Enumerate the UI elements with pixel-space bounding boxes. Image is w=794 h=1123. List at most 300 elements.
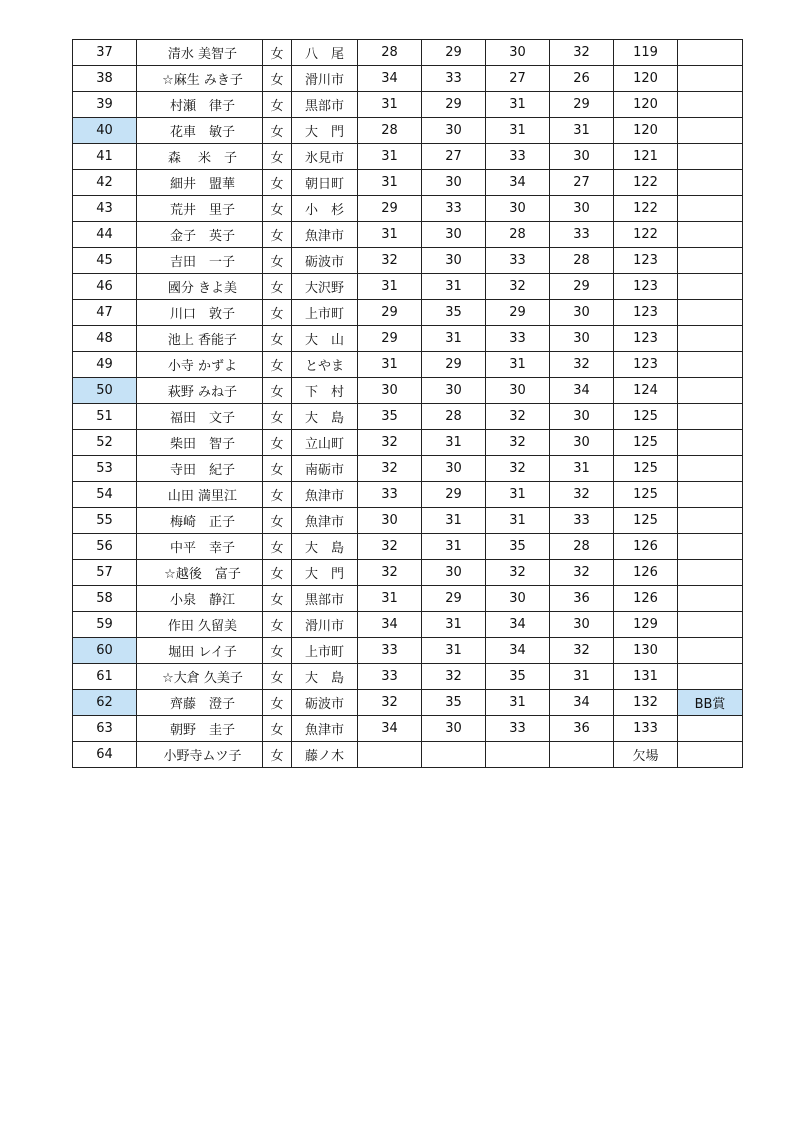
name-cell: 小寺 かずよ (137, 352, 263, 378)
name-cell: 細井 盟華 (137, 170, 263, 196)
round1-score-cell: 31 (358, 274, 422, 300)
round1-score-cell: 31 (358, 170, 422, 196)
round1-score-cell: 33 (358, 664, 422, 690)
round2-score-cell: 30 (422, 222, 486, 248)
gender-cell: 女 (263, 612, 292, 638)
total-score-cell: 131 (614, 664, 678, 690)
note-cell (678, 222, 743, 248)
round1-score-cell: 32 (358, 430, 422, 456)
gender-cell: 女 (263, 456, 292, 482)
round2-score-cell: 31 (422, 430, 486, 456)
total-score-cell: 125 (614, 482, 678, 508)
town-cell: とやま (292, 352, 358, 378)
total-score-cell: 123 (614, 300, 678, 326)
total-score-cell: 124 (614, 378, 678, 404)
town-cell: 魚津市 (292, 482, 358, 508)
round4-score-cell: 30 (550, 326, 614, 352)
note-cell (678, 66, 743, 92)
rank-cell: 58 (73, 586, 137, 612)
town-cell: 藤ノ木 (292, 742, 358, 768)
note-cell (678, 40, 743, 66)
town-cell: 砺波市 (292, 248, 358, 274)
round2-score-cell: 31 (422, 274, 486, 300)
total-score-cell: 130 (614, 638, 678, 664)
round3-score-cell: 30 (486, 196, 550, 222)
round1-score-cell: 35 (358, 404, 422, 430)
gender-cell: 女 (263, 196, 292, 222)
round1-score-cell: 30 (358, 378, 422, 404)
name-cell: 堀田 レイ子 (137, 638, 263, 664)
table-row (73, 586, 743, 612)
name-cell: 川口 敦子 (137, 300, 263, 326)
town-cell: 大 島 (292, 404, 358, 430)
table-row (73, 638, 743, 664)
round4-score-cell: 36 (550, 586, 614, 612)
name-cell: ☆大倉 久美子 (137, 664, 263, 690)
round3-score-cell (486, 742, 550, 768)
gender-cell: 女 (263, 40, 292, 66)
rank-cell: 45 (73, 248, 137, 274)
total-score-cell: 123 (614, 352, 678, 378)
round1-score-cell: 32 (358, 456, 422, 482)
town-cell: 滑川市 (292, 612, 358, 638)
round2-score-cell: 29 (422, 40, 486, 66)
note-cell (678, 560, 743, 586)
gender-cell: 女 (263, 638, 292, 664)
rank-cell: 60 (73, 638, 137, 664)
table-row (73, 40, 743, 66)
gender-cell: 女 (263, 404, 292, 430)
rank-cell: 54 (73, 482, 137, 508)
round4-score-cell: 32 (550, 638, 614, 664)
round4-score-cell (550, 742, 614, 768)
round3-score-cell: 33 (486, 326, 550, 352)
round3-score-cell: 32 (486, 430, 550, 456)
total-score-cell: 126 (614, 586, 678, 612)
round2-score-cell: 29 (422, 586, 486, 612)
round1-score-cell: 30 (358, 508, 422, 534)
round3-score-cell: 30 (486, 378, 550, 404)
name-cell: 中平 幸子 (137, 534, 263, 560)
gender-cell: 女 (263, 352, 292, 378)
round1-score-cell: 31 (358, 352, 422, 378)
name-cell: 朝野 圭子 (137, 716, 263, 742)
round3-score-cell: 30 (486, 40, 550, 66)
table-row (73, 560, 743, 586)
gender-cell: 女 (263, 430, 292, 456)
gender-cell: 女 (263, 66, 292, 92)
table-row (73, 690, 743, 716)
round4-score-cell: 29 (550, 274, 614, 300)
gender-cell: 女 (263, 144, 292, 170)
gender-cell: 女 (263, 170, 292, 196)
note-cell (678, 274, 743, 300)
name-cell: 花車 敏子 (137, 118, 263, 144)
note-cell (678, 716, 743, 742)
rank-cell: 38 (73, 66, 137, 92)
table-row (73, 144, 743, 170)
table-row (73, 664, 743, 690)
name-cell: 梅崎 正子 (137, 508, 263, 534)
name-cell: 小泉 静江 (137, 586, 263, 612)
town-cell: 南砺市 (292, 456, 358, 482)
gender-cell: 女 (263, 300, 292, 326)
round2-score-cell: 31 (422, 612, 486, 638)
round3-score-cell: 32 (486, 456, 550, 482)
town-cell: 氷見市 (292, 144, 358, 170)
name-cell: 村瀬 律子 (137, 92, 263, 118)
name-cell: 池上 香能子 (137, 326, 263, 352)
round1-score-cell: 28 (358, 40, 422, 66)
town-cell: 大 門 (292, 118, 358, 144)
total-score-cell: 120 (614, 66, 678, 92)
round2-score-cell: 31 (422, 326, 486, 352)
rank-cell: 52 (73, 430, 137, 456)
round2-score-cell: 29 (422, 352, 486, 378)
round2-score-cell: 35 (422, 690, 486, 716)
name-cell: ☆麻生 みき子 (137, 66, 263, 92)
gender-cell: 女 (263, 378, 292, 404)
town-cell: 魚津市 (292, 222, 358, 248)
rank-cell: 44 (73, 222, 137, 248)
town-cell: 大 山 (292, 326, 358, 352)
town-cell: 上市町 (292, 300, 358, 326)
total-score-cell: 120 (614, 118, 678, 144)
round2-score-cell: 30 (422, 716, 486, 742)
round1-score-cell (358, 742, 422, 768)
note-cell (678, 456, 743, 482)
table-row (73, 482, 743, 508)
rank-cell: 59 (73, 612, 137, 638)
total-score-cell: 126 (614, 560, 678, 586)
table-row (73, 508, 743, 534)
town-cell: 八 尾 (292, 40, 358, 66)
table-row (73, 456, 743, 482)
table-row (73, 326, 743, 352)
round3-score-cell: 31 (486, 482, 550, 508)
round4-score-cell: 28 (550, 534, 614, 560)
round1-score-cell: 32 (358, 248, 422, 274)
round4-score-cell: 30 (550, 144, 614, 170)
round1-score-cell: 31 (358, 92, 422, 118)
name-cell: 山田 満里江 (137, 482, 263, 508)
total-score-cell: 123 (614, 274, 678, 300)
note-cell: BB賞 (678, 690, 743, 716)
round3-score-cell: 32 (486, 560, 550, 586)
rank-cell: 64 (73, 742, 137, 768)
gender-cell: 女 (263, 742, 292, 768)
total-score-cell: 120 (614, 92, 678, 118)
rank-cell: 41 (73, 144, 137, 170)
table-row (73, 378, 743, 404)
round3-score-cell: 27 (486, 66, 550, 92)
round1-score-cell: 32 (358, 690, 422, 716)
town-cell: 大 島 (292, 534, 358, 560)
table-row (73, 196, 743, 222)
round4-score-cell: 31 (550, 664, 614, 690)
total-score-cell: 123 (614, 248, 678, 274)
round1-score-cell: 34 (358, 716, 422, 742)
round1-score-cell: 34 (358, 612, 422, 638)
round3-score-cell: 34 (486, 612, 550, 638)
table-row (73, 716, 743, 742)
round3-score-cell: 33 (486, 144, 550, 170)
gender-cell: 女 (263, 508, 292, 534)
gender-cell: 女 (263, 118, 292, 144)
rank-cell: 47 (73, 300, 137, 326)
round1-score-cell: 28 (358, 118, 422, 144)
total-score-cell: 119 (614, 40, 678, 66)
note-cell (678, 742, 743, 768)
total-score-cell: 121 (614, 144, 678, 170)
round2-score-cell: 33 (422, 66, 486, 92)
round1-score-cell: 34 (358, 66, 422, 92)
round4-score-cell: 32 (550, 560, 614, 586)
round3-score-cell: 35 (486, 534, 550, 560)
note-cell (678, 404, 743, 430)
round2-score-cell: 30 (422, 456, 486, 482)
table-row (73, 92, 743, 118)
rank-cell: 43 (73, 196, 137, 222)
name-cell: 小野寺ムツ子 (137, 742, 263, 768)
round4-score-cell: 30 (550, 300, 614, 326)
round4-score-cell: 33 (550, 508, 614, 534)
town-cell: 黒部市 (292, 92, 358, 118)
total-score-cell: 125 (614, 508, 678, 534)
name-cell: 萩野 みね子 (137, 378, 263, 404)
gender-cell: 女 (263, 716, 292, 742)
gender-cell: 女 (263, 482, 292, 508)
round1-score-cell: 29 (358, 300, 422, 326)
round3-score-cell: 34 (486, 170, 550, 196)
town-cell: 下 村 (292, 378, 358, 404)
round2-score-cell: 30 (422, 378, 486, 404)
round3-score-cell: 31 (486, 508, 550, 534)
round1-score-cell: 31 (358, 222, 422, 248)
table-row (73, 118, 743, 144)
name-cell: 柴田 智子 (137, 430, 263, 456)
name-cell: 金子 英子 (137, 222, 263, 248)
note-cell (678, 118, 743, 144)
table-row (73, 534, 743, 560)
gender-cell: 女 (263, 222, 292, 248)
note-cell (678, 586, 743, 612)
round3-score-cell: 33 (486, 716, 550, 742)
name-cell: ☆越後 富子 (137, 560, 263, 586)
round3-score-cell: 34 (486, 638, 550, 664)
round2-score-cell: 31 (422, 638, 486, 664)
total-score-cell: 132 (614, 690, 678, 716)
total-score-cell: 125 (614, 456, 678, 482)
round4-score-cell: 28 (550, 248, 614, 274)
table-row (73, 352, 743, 378)
total-score-cell: 125 (614, 430, 678, 456)
note-cell (678, 144, 743, 170)
total-score-cell: 133 (614, 716, 678, 742)
note-cell (678, 430, 743, 456)
gender-cell: 女 (263, 586, 292, 612)
round3-score-cell: 32 (486, 404, 550, 430)
name-cell: 寺田 紀子 (137, 456, 263, 482)
gender-cell: 女 (263, 690, 292, 716)
town-cell: 魚津市 (292, 508, 358, 534)
rank-cell: 37 (73, 40, 137, 66)
round3-score-cell: 33 (486, 248, 550, 274)
total-score-cell: 122 (614, 222, 678, 248)
total-score-cell: 129 (614, 612, 678, 638)
note-cell (678, 92, 743, 118)
round3-score-cell: 35 (486, 664, 550, 690)
round2-score-cell: 31 (422, 534, 486, 560)
round4-score-cell: 32 (550, 40, 614, 66)
round1-score-cell: 33 (358, 482, 422, 508)
gender-cell: 女 (263, 274, 292, 300)
round4-score-cell: 33 (550, 222, 614, 248)
round4-score-cell: 31 (550, 118, 614, 144)
total-score-cell: 125 (614, 404, 678, 430)
gender-cell: 女 (263, 326, 292, 352)
total-score-cell: 122 (614, 196, 678, 222)
round2-score-cell (422, 742, 486, 768)
name-cell: 國分 きよ美 (137, 274, 263, 300)
rank-cell: 42 (73, 170, 137, 196)
name-cell: 森 米 子 (137, 144, 263, 170)
round1-score-cell: 31 (358, 586, 422, 612)
rank-cell: 57 (73, 560, 137, 586)
round4-score-cell: 31 (550, 456, 614, 482)
round4-score-cell: 34 (550, 690, 614, 716)
table-row (73, 612, 743, 638)
round1-score-cell: 29 (358, 326, 422, 352)
table-row (73, 274, 743, 300)
round2-score-cell: 28 (422, 404, 486, 430)
town-cell: 魚津市 (292, 716, 358, 742)
round2-score-cell: 30 (422, 118, 486, 144)
town-cell: 朝日町 (292, 170, 358, 196)
note-cell (678, 482, 743, 508)
town-cell: 立山町 (292, 430, 358, 456)
round2-score-cell: 33 (422, 196, 486, 222)
name-cell: 清水 美智子 (137, 40, 263, 66)
note-cell (678, 664, 743, 690)
table-row (73, 222, 743, 248)
round2-score-cell: 31 (422, 508, 486, 534)
name-cell: 福田 文子 (137, 404, 263, 430)
table-row (73, 300, 743, 326)
round4-score-cell: 30 (550, 404, 614, 430)
round4-score-cell: 36 (550, 716, 614, 742)
gender-cell: 女 (263, 92, 292, 118)
rank-cell: 40 (73, 118, 137, 144)
rank-cell: 55 (73, 508, 137, 534)
total-score-cell: 122 (614, 170, 678, 196)
town-cell: 上市町 (292, 638, 358, 664)
name-cell: 齊藤 澄子 (137, 690, 263, 716)
total-score-cell: 126 (614, 534, 678, 560)
round3-score-cell: 32 (486, 274, 550, 300)
round4-score-cell: 26 (550, 66, 614, 92)
round3-score-cell: 29 (486, 300, 550, 326)
round1-score-cell: 29 (358, 196, 422, 222)
round2-score-cell: 29 (422, 482, 486, 508)
note-cell (678, 196, 743, 222)
note-cell (678, 300, 743, 326)
note-cell (678, 508, 743, 534)
round2-score-cell: 30 (422, 170, 486, 196)
round2-score-cell: 27 (422, 144, 486, 170)
results-table (72, 39, 743, 768)
note-cell (678, 170, 743, 196)
table-row (73, 742, 743, 768)
gender-cell: 女 (263, 560, 292, 586)
rank-cell: 39 (73, 92, 137, 118)
table-row (73, 66, 743, 92)
name-cell: 吉田 一子 (137, 248, 263, 274)
round1-score-cell: 32 (358, 534, 422, 560)
name-cell: 作田 久留美 (137, 612, 263, 638)
round1-score-cell: 32 (358, 560, 422, 586)
note-cell (678, 352, 743, 378)
round4-score-cell: 27 (550, 170, 614, 196)
round3-score-cell: 31 (486, 92, 550, 118)
results-table-body (73, 40, 743, 768)
gender-cell: 女 (263, 534, 292, 560)
town-cell: 大沢野 (292, 274, 358, 300)
round1-score-cell: 33 (358, 638, 422, 664)
note-cell (678, 248, 743, 274)
note-cell (678, 612, 743, 638)
note-cell (678, 638, 743, 664)
town-cell: 滑川市 (292, 66, 358, 92)
round2-score-cell: 30 (422, 248, 486, 274)
round3-score-cell: 31 (486, 118, 550, 144)
rank-cell: 50 (73, 378, 137, 404)
round3-score-cell: 31 (486, 690, 550, 716)
round4-score-cell: 30 (550, 430, 614, 456)
rank-cell: 51 (73, 404, 137, 430)
round2-score-cell: 35 (422, 300, 486, 326)
table-row (73, 170, 743, 196)
town-cell: 大 島 (292, 664, 358, 690)
town-cell: 小 杉 (292, 196, 358, 222)
round4-score-cell: 32 (550, 482, 614, 508)
rank-cell: 53 (73, 456, 137, 482)
round4-score-cell: 30 (550, 612, 614, 638)
rank-cell: 63 (73, 716, 137, 742)
note-cell (678, 534, 743, 560)
total-score-cell: 欠場 (614, 742, 678, 768)
town-cell: 黒部市 (292, 586, 358, 612)
rank-cell: 49 (73, 352, 137, 378)
round4-score-cell: 32 (550, 352, 614, 378)
note-cell (678, 378, 743, 404)
note-cell (678, 326, 743, 352)
round2-score-cell: 30 (422, 560, 486, 586)
round4-score-cell: 34 (550, 378, 614, 404)
round3-score-cell: 31 (486, 352, 550, 378)
round4-score-cell: 29 (550, 92, 614, 118)
total-score-cell: 123 (614, 326, 678, 352)
table-row (73, 404, 743, 430)
round4-score-cell: 30 (550, 196, 614, 222)
town-cell: 大 門 (292, 560, 358, 586)
round1-score-cell: 31 (358, 144, 422, 170)
round3-score-cell: 28 (486, 222, 550, 248)
name-cell: 荒井 里子 (137, 196, 263, 222)
rank-cell: 56 (73, 534, 137, 560)
gender-cell: 女 (263, 248, 292, 274)
rank-cell: 46 (73, 274, 137, 300)
